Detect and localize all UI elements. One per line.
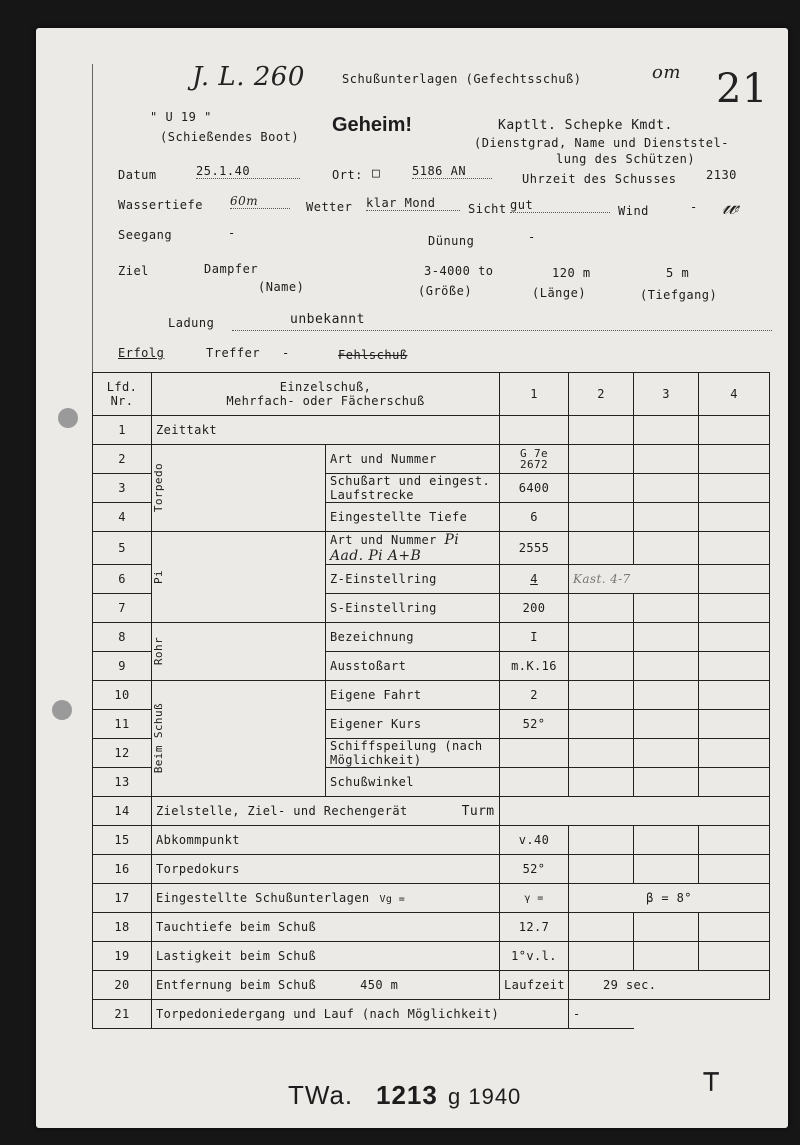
- table-row: [93, 884, 770, 913]
- row-number: 1: [93, 416, 152, 445]
- commander: Kaptlt. Schepke Kmdt.: [498, 118, 673, 133]
- row-label: Z-Einstellring: [326, 565, 500, 594]
- table-row: [93, 416, 770, 445]
- duenung-value: -: [528, 230, 536, 244]
- row-label: Zeittakt: [152, 416, 500, 445]
- row-value: 4: [500, 565, 569, 594]
- row-number: 15: [93, 826, 152, 855]
- row-value: 6400: [500, 474, 569, 503]
- erfolg-fehlschuss: Fehlschuß: [338, 348, 408, 362]
- name-label: (Name): [258, 280, 305, 294]
- row-number: 18: [93, 913, 152, 942]
- punch-hole: [58, 408, 78, 428]
- row-label: Art und Nummer: [330, 533, 437, 547]
- group-torpedo: Torpedo: [152, 463, 165, 513]
- ziel-name: Dampfer: [204, 262, 259, 276]
- ziel-label: Ziel: [118, 264, 149, 278]
- col-3-header: 3: [634, 373, 699, 416]
- row-value: I: [500, 623, 569, 652]
- erfolg-treffer: Treffer: [206, 346, 261, 360]
- row-number: 12: [93, 739, 152, 768]
- laufzeit-value: 29 sec.: [569, 971, 770, 1000]
- row-value: [500, 739, 569, 768]
- row-value: G 7e 2672: [500, 445, 569, 474]
- wassertiefe-value: 60m: [230, 194, 290, 209]
- wetter-label: Wetter: [306, 200, 353, 214]
- laenge-label: (Länge): [532, 286, 587, 300]
- head-einzel: Einzelschuß,: [279, 380, 372, 394]
- ziel-tiefgang: 5 m: [666, 266, 690, 280]
- row-label: Eigener Kurs: [326, 710, 500, 739]
- table-row: [93, 445, 770, 474]
- row-number: 13: [93, 768, 152, 797]
- row-number: 2: [93, 445, 152, 474]
- row-label: Schiffspeilung (nach Möglichkeit): [326, 739, 500, 768]
- row-label: Art und Nummer: [326, 445, 500, 474]
- boat-label: (Schießendes Boot): [160, 130, 300, 144]
- table-row: [93, 855, 770, 884]
- head-mehrfach: Mehrfach- oder Fächerschuß: [226, 394, 425, 408]
- row-value: 2: [500, 681, 569, 710]
- datum-label: Datum: [118, 168, 157, 182]
- row-value: 52°: [500, 855, 569, 884]
- row-value: 200: [500, 594, 569, 623]
- ziel-laenge: 120 m: [552, 266, 591, 280]
- ort-value: 5186 AN: [412, 164, 492, 179]
- lfd-label: Lfd.: [106, 380, 138, 394]
- secret-stamp: Geheim!: [332, 114, 413, 136]
- row-value: m.K.16: [500, 652, 569, 681]
- t-mark-icon: ⊤: [702, 1064, 721, 1099]
- row-label: Ausstoßart: [326, 652, 500, 681]
- signature-scribble: 𝓌: [722, 192, 740, 220]
- commander-label-1: (Dienstgrad, Name und Dienststel-: [474, 136, 729, 150]
- distance-value: 450 m: [360, 978, 399, 992]
- row-value: 52°: [500, 710, 569, 739]
- row-number: 11: [93, 710, 152, 739]
- row-value: [500, 768, 569, 797]
- table-row: [93, 942, 770, 971]
- table-row: [93, 681, 770, 710]
- row-number: 19: [93, 942, 152, 971]
- gamma-value: γ =: [500, 884, 569, 913]
- row-value: Turm: [461, 803, 495, 819]
- row-label: S-Einstellring: [326, 594, 500, 623]
- ziel-groesse: 3-4000 to: [424, 264, 494, 278]
- table-row: [93, 1000, 770, 1029]
- group-beim-schuss: Beim Schuß: [152, 703, 165, 774]
- row-number: 7: [93, 594, 152, 623]
- table-header: [93, 373, 770, 416]
- row-number: 16: [93, 855, 152, 884]
- row-label: Entfernung beim Schuß: [156, 978, 317, 992]
- row-value: v.40: [500, 826, 569, 855]
- groesse-label: (Größe): [418, 284, 473, 298]
- laufzeit-label: Laufzeit: [500, 971, 569, 1000]
- col-2-header: 2: [569, 373, 634, 416]
- col-4-header: 4: [699, 373, 770, 416]
- row-number: 20: [93, 971, 152, 1000]
- seegang-label: Seegang: [118, 228, 173, 242]
- row-number: 6: [93, 565, 152, 594]
- ladung-line: [232, 316, 772, 331]
- group-pi: Pi: [152, 569, 165, 585]
- firing-data-table: [92, 372, 770, 1029]
- duenung-label: Dünung: [428, 234, 475, 248]
- row-value: 2555: [500, 532, 569, 565]
- row-label: Zielstelle, Ziel- und Rechengerät: [156, 803, 408, 818]
- uhrzeit-label: Uhrzeit des Schusses: [522, 172, 677, 186]
- row-label: Eingestellte Tiefe: [326, 503, 500, 532]
- wassertiefe-label: Wassertiefe: [118, 198, 203, 212]
- erfolg-dash: -: [282, 346, 290, 360]
- form-title: Schußunterlagen (Gefechtsschuß): [342, 72, 582, 86]
- table-row: [93, 532, 770, 565]
- table-row: [93, 797, 770, 826]
- handwritten-note: Kast. 4-7: [569, 565, 699, 594]
- archive-stamp-prefix: TWa.: [288, 1080, 354, 1110]
- row-value: -: [569, 1000, 634, 1029]
- col-1-header: 1: [500, 373, 569, 416]
- table-row: [93, 913, 770, 942]
- archive-stamp-number: 1213: [376, 1080, 438, 1110]
- row-label: Bezeichnung: [326, 623, 500, 652]
- row-label: Schußart und eingest. Laufstrecke: [326, 474, 500, 503]
- row-number: 21: [93, 1000, 152, 1029]
- group-rohr: Rohr: [152, 637, 165, 666]
- row-number: 4: [93, 503, 152, 532]
- row-value: [500, 416, 569, 445]
- punch-hole: [52, 700, 72, 720]
- uhrzeit-value: 2130: [706, 168, 737, 182]
- nr-label: Nr.: [110, 394, 134, 408]
- file-reference: J. L. 260: [192, 62, 305, 92]
- ladung-label: Ladung: [168, 316, 215, 330]
- row-number: 5: [93, 532, 152, 565]
- commander-label-2: lung des Schützen): [556, 152, 696, 166]
- row-label: Eigene Fahrt: [326, 681, 500, 710]
- archive-stamp-suffix: g 1940: [448, 1084, 522, 1109]
- sicht-value: gut: [510, 198, 610, 213]
- wetter-value: klar Mond: [366, 196, 460, 211]
- row-number: 8: [93, 623, 152, 652]
- page-number: 21: [716, 66, 768, 112]
- square-icon: □: [372, 166, 381, 181]
- row-number: 14: [93, 797, 152, 826]
- row-label: Lastigkeit beim Schuß: [152, 942, 500, 971]
- table-row: [93, 623, 770, 652]
- row-label: Eingestellte Schußunterlagen: [156, 891, 370, 905]
- row-label: Tauchtiefe beim Schuß: [152, 913, 500, 942]
- seegang-value: -: [228, 226, 236, 240]
- row-label: Schußwinkel: [326, 768, 500, 797]
- row-number: 17: [93, 884, 152, 913]
- tiefgang-label: (Tiefgang): [640, 288, 718, 302]
- corner-mark: om: [652, 62, 681, 83]
- ladung-value: unbekannt: [290, 312, 365, 327]
- handwritten-note: Pi Aad. Pi A+B: [330, 532, 460, 564]
- row-number: 3: [93, 474, 152, 503]
- row-label: Torpedokurs: [152, 855, 500, 884]
- row-label: Abkommpunkt: [152, 826, 500, 855]
- row-label: Torpedoniedergang und Lauf (nach Möglichkeit): [152, 1000, 569, 1029]
- row-value: 12.7: [500, 913, 569, 942]
- wind-value: -: [690, 200, 698, 214]
- row-number: 10: [93, 681, 152, 710]
- table-row: [93, 826, 770, 855]
- table-row: [93, 971, 770, 1000]
- vg-value: Vg =: [379, 894, 406, 905]
- beta-value: β = 8°: [569, 884, 770, 913]
- row-number: 9: [93, 652, 152, 681]
- datum-value: 25.1.40: [196, 164, 300, 179]
- row-value: 6: [500, 503, 569, 532]
- ort-label: Ort:: [332, 168, 363, 182]
- sicht-label: Sicht: [468, 202, 507, 216]
- margin-line: [92, 64, 93, 419]
- row-value: 1°v.l.: [500, 942, 569, 971]
- erfolg-label: Erfolg: [118, 346, 165, 360]
- wind-label: Wind: [618, 204, 649, 218]
- boat-name: " U 19 ": [150, 110, 212, 124]
